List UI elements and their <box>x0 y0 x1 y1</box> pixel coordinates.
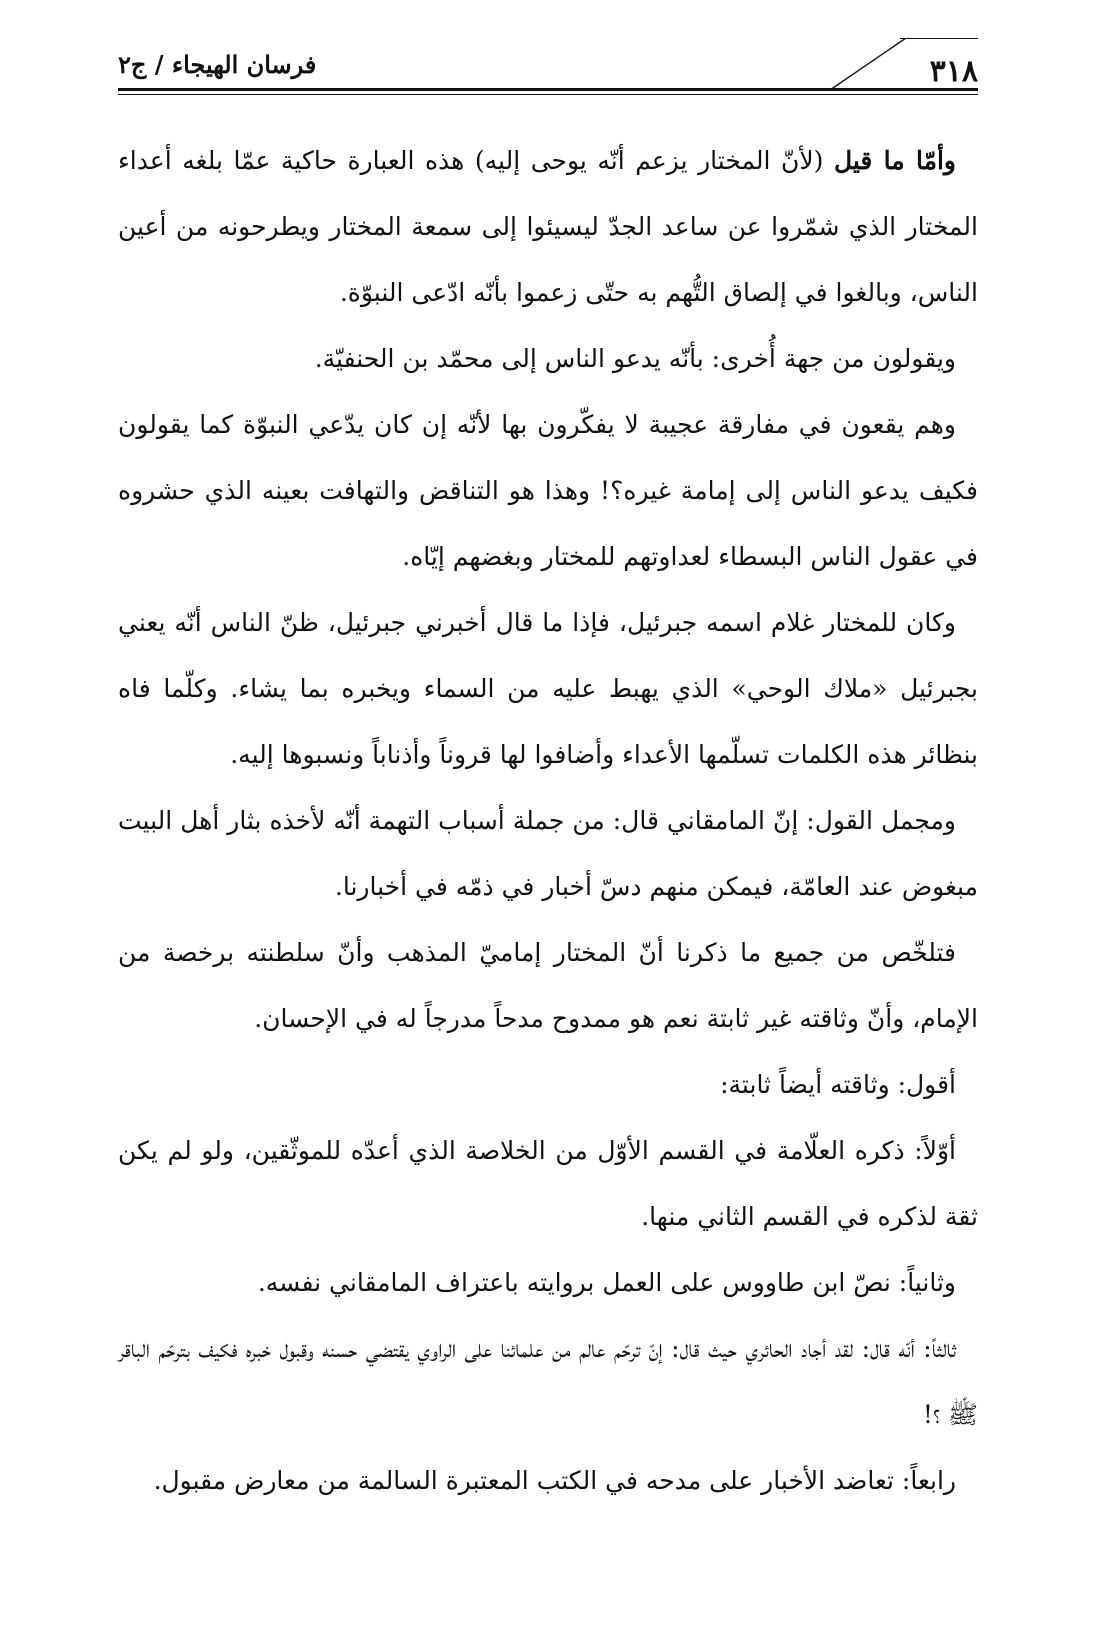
running-title: فرسان الهيجاء / ج٢ <box>118 50 317 79</box>
page-number: ٣١٨ <box>929 54 978 89</box>
paragraph-text: (لأنّ المختار يزعم أنّه يوحى إليه) هذه العبارة حاكية عمّا بلغه أعداء المختار الذي شمّروا عن ساعد الجدّ ليسيئوا إلى سمعة المختار ويطرحونه من أعين الناس، وبالغوا في إلصاق التُّهم به حتّى زعموا بأنّه ادّعى النبوّة. <box>118 146 978 307</box>
paragraph: ومجمل القول: إنّ المامقاني قال: من جملة أسباب التهمة أنّه لأخذه بثار أهل البيت مبغوض عند العامّة، فيمكن منهم دسّ أخبار في ذمّه في أخبارنا. <box>118 806 978 901</box>
header-rule-thin <box>118 94 978 95</box>
paragraph-lead: وأمّا ما قيل <box>833 146 956 175</box>
paragraph: أقول: وثاقته أيضاً ثابتة: <box>720 1070 956 1099</box>
paragraph: فتلخّص من جميع ما ذكرنا أنّ المختار إماميّ المذهب وأنّ سلطنته برخصة من الإمام، وأنّ وثاقته غير ثابتة نعم هو ممدوح مدحاً مدرجاً له في الإحسان. <box>118 938 978 1033</box>
paragraph: أوّلاً: ذكره العلّامة في القسم الأوّل من الخلاصة الذي أعدّه للموثّقين، ولو لم يكن ثقة لذكره في القسم الثاني منها. <box>118 1136 978 1231</box>
header-slant-line <box>828 38 908 90</box>
paragraph: ثالثاً: أنّه قال: لقد أجاد الحائري حيث قال: إنّ ترحّم عالم من علمائنا على الراوي يقتضي حسنه وقبول خبره فكيف بترحّم الباقر ﷺ ؟! <box>118 1334 978 1429</box>
header-rule <box>118 88 978 91</box>
header-top-rule <box>900 38 978 39</box>
paragraph: وكان للمختار غلام اسمه جبرئيل، فإذا ما قال أخبرني جبرئيل، ظنّ الناس أنّه يعني بجبرئيل «ملاك الوحي» الذي يهبط عليه من السماء ويخبره بما يشاء. وكلّما فاه بنظائر هذه الكلمات تسلّمها الأعداء وأضافوا لها قروناً وأذناباً ونسبوها إليه. <box>118 608 978 769</box>
paragraph: رابعاً: تعاضد الأخبار على مدحه في الكتب المعتبرة السالمة من معارض مقبول. <box>153 1466 956 1495</box>
page-header <box>118 30 978 100</box>
paragraph: وثانياً: نصّ ابن طاووس على العمل بروايته باعتراف المامقاني نفسه. <box>257 1268 956 1297</box>
paragraph: ويقولون من جهة أُخرى: بأنّه يدعو الناس إلى محمّد بن الحنفيّة. <box>314 344 956 373</box>
paragraph: وهم يقعون في مفارقة عجيبة لا يفكّرون بها لأنّه إن كان يدّعي النبوّة كما يقولون فكيف يدعو الناس إلى إمامة غيره؟! وهذا هو التناقض والتهافت بعينه الذي حشروه في عقول الناس البسطاء لعداوتهم للمختار وبغضهم إيّاه. <box>118 410 978 571</box>
body-text <box>118 128 978 1514</box>
paragraph <box>118 128 978 326</box>
